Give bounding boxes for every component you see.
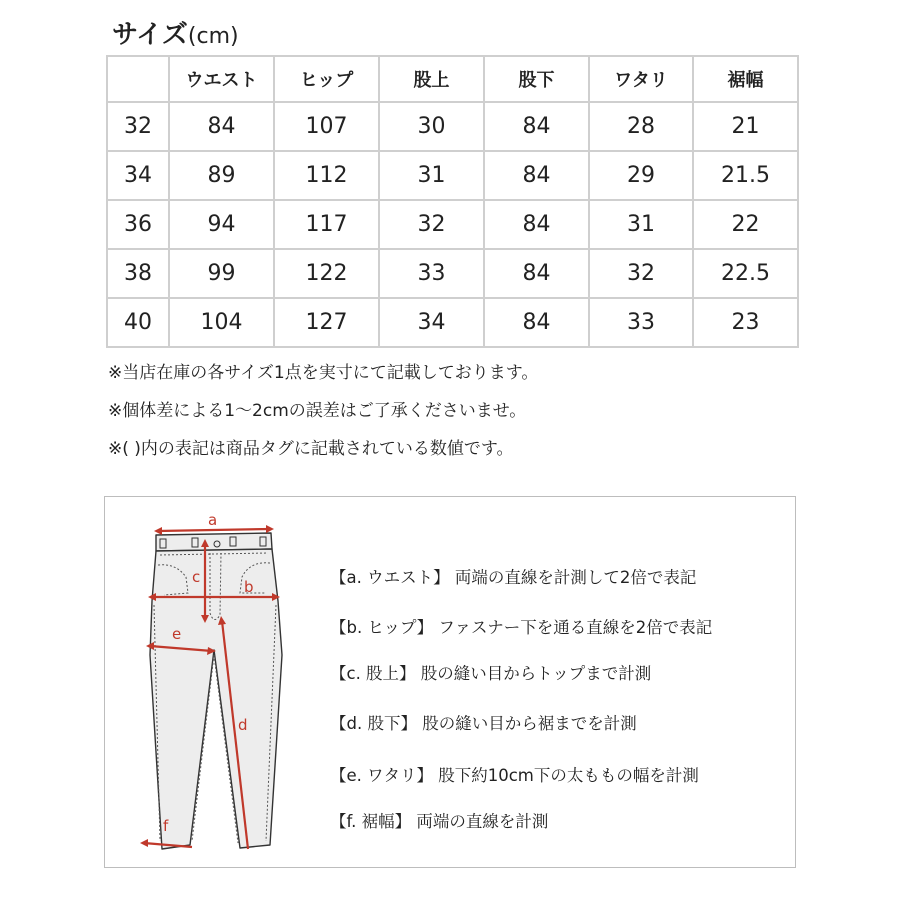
table-cell: 84 bbox=[484, 200, 589, 249]
table-cell: 127 bbox=[274, 298, 379, 347]
header-cell: ワタリ bbox=[589, 56, 693, 102]
table-cell: 107 bbox=[274, 102, 379, 151]
table-cell: 21.5 bbox=[693, 151, 798, 200]
table-cell: 89 bbox=[169, 151, 274, 200]
table-cell: 31 bbox=[589, 200, 693, 249]
table-cell: 30 bbox=[379, 102, 484, 151]
title-unit: (cm) bbox=[187, 24, 239, 49]
legend-item-rise: 【c. 股上】 股の縫い目からトップまで計測 bbox=[330, 664, 652, 683]
table-cell: 99 bbox=[169, 249, 274, 298]
label-f: f bbox=[163, 817, 169, 835]
table-cell: 22.5 bbox=[693, 249, 798, 298]
table-cell: 117 bbox=[274, 200, 379, 249]
table-row bbox=[107, 298, 798, 347]
legend-item-thigh: 【e. ワタリ】 股下約10cm下の太ももの幅を計測 bbox=[330, 766, 699, 785]
table-cell: 36 bbox=[107, 200, 169, 249]
header-cell: 股上 bbox=[379, 56, 484, 102]
table-cell: 22 bbox=[693, 200, 798, 249]
table-cell: 112 bbox=[274, 151, 379, 200]
table-row bbox=[107, 151, 798, 200]
notes bbox=[108, 354, 538, 468]
legend-item-hip: 【b. ヒップ】 ファスナー下を通る直線を2倍で表記 bbox=[330, 618, 713, 637]
table-cell: 32 bbox=[379, 200, 484, 249]
table-cell: 122 bbox=[274, 249, 379, 298]
size-table bbox=[106, 55, 799, 348]
table-cell: 23 bbox=[693, 298, 798, 347]
label-d: d bbox=[238, 716, 248, 734]
table-cell: 21 bbox=[693, 102, 798, 151]
waistband bbox=[156, 533, 272, 551]
pants-outline bbox=[150, 549, 282, 849]
table-cell: 84 bbox=[484, 298, 589, 347]
legend-item-waist: 【a. ウエスト】 両端の直線を計測して2倍で表記 bbox=[330, 568, 697, 587]
table-cell: 32 bbox=[589, 249, 693, 298]
table-cell: 33 bbox=[589, 298, 693, 347]
header-cell: 股下 bbox=[484, 56, 589, 102]
table-cell: 28 bbox=[589, 102, 693, 151]
legend-item-hem: 【f. 裾幅】 両端の直線を計測 bbox=[330, 812, 549, 831]
title-text: サイズ bbox=[112, 20, 188, 50]
table-cell: 34 bbox=[379, 298, 484, 347]
table-cell: 34 bbox=[107, 151, 169, 200]
table-cell: 40 bbox=[107, 298, 169, 347]
table-cell: 31 bbox=[379, 151, 484, 200]
table-row bbox=[107, 200, 798, 249]
table-cell: 38 bbox=[107, 249, 169, 298]
header-cell: ウエスト bbox=[169, 56, 274, 102]
table-cell: 84 bbox=[484, 102, 589, 151]
table-cell: 84 bbox=[169, 102, 274, 151]
note-line: ※当店在庫の各サイズ1点を実寸にて記載しております。 bbox=[108, 363, 539, 383]
header-cell: 裾幅 bbox=[693, 56, 798, 102]
table-header-row bbox=[107, 56, 798, 102]
table-row bbox=[107, 249, 798, 298]
note-line: ※個体差による1〜2cmの誤差はご了承くださいませ。 bbox=[108, 401, 527, 421]
table-cell: 32 bbox=[107, 102, 169, 151]
header-cell: ヒップ bbox=[274, 56, 379, 102]
legend-item-inseam: 【d. 股下】 股の縫い目から裾までを計測 bbox=[330, 714, 637, 733]
label-c: c bbox=[192, 568, 201, 586]
table-row bbox=[107, 102, 798, 151]
page-title bbox=[112, 14, 239, 51]
table-cell: 84 bbox=[484, 151, 589, 200]
header-cell bbox=[107, 56, 169, 102]
label-a: a bbox=[208, 511, 218, 529]
label-e: e bbox=[172, 625, 182, 643]
table-cell: 104 bbox=[169, 298, 274, 347]
table-cell: 29 bbox=[589, 151, 693, 200]
label-b: b bbox=[244, 578, 254, 596]
pants-diagram bbox=[130, 505, 300, 855]
note-line: ※( )内の表記は商品タグに記載されている数値です。 bbox=[108, 439, 514, 459]
measure-line-a bbox=[158, 529, 270, 531]
table-cell: 84 bbox=[484, 249, 589, 298]
table-cell: 94 bbox=[169, 200, 274, 249]
table-cell: 33 bbox=[379, 249, 484, 298]
